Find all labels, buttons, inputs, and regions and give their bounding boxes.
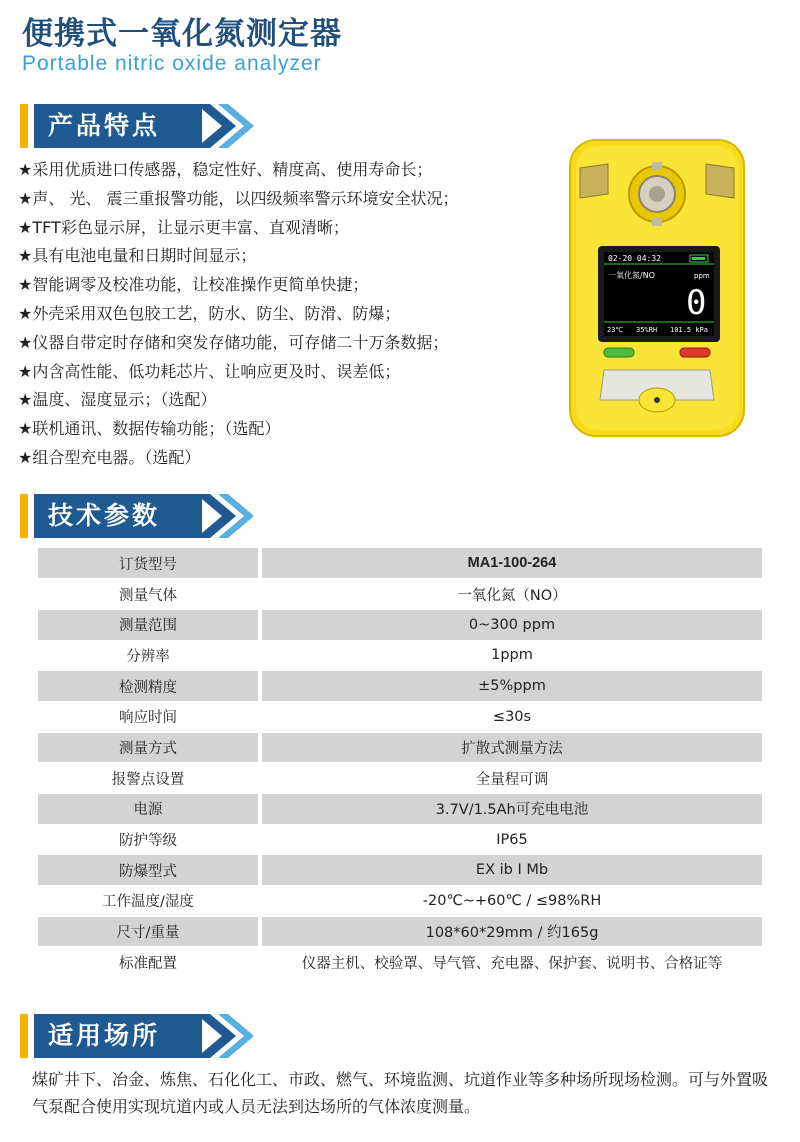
spec-key: 报警点设置 [38,763,260,794]
table-row [38,763,762,794]
feature-item: ★仪器自带定时存储和突发存储功能，可存储二十万条数据； [18,332,449,352]
spec-value: 一氧化氮（NO） [260,579,762,610]
device-temp: 23℃ [607,326,624,334]
feature-item: ★联机通讯、数据传输功能；（选配） [18,419,281,439]
table-row [38,886,762,917]
spec-value: 0~300 ppm [260,609,762,640]
table-row [38,701,762,732]
accent-bar [20,1014,28,1058]
feature-item: ★组合型充电器。（选配） [18,447,201,467]
section-header-specs [20,494,260,538]
spec-key: 电源 [38,794,260,825]
spec-key: 分辨率 [38,640,260,671]
section-header-features [20,104,260,148]
spec-key: 测量方式 [38,732,260,763]
accent-bar [20,494,28,538]
feature-item: ★温度、湿度显示；（选配） [18,390,217,410]
device-unit: ppm [694,272,710,280]
spec-key: 工作温度/湿度 [38,886,260,917]
device-humidity: 35%RH [636,326,658,334]
table-row [38,732,762,763]
spec-value: 扩散式测量方法 [260,732,762,763]
accent-bar [20,104,28,148]
table-row [38,794,762,825]
spec-value: 3.7V/1.5Ah可充电电池 [260,794,762,825]
table-row [38,916,762,947]
table-row [38,640,762,671]
feature-item: ★TFT彩色显示屏，让显示更丰富、直观清晰； [18,217,349,237]
spec-key: 防爆型式 [38,855,260,886]
chevron-stripes-icon [196,494,256,538]
table-row [38,855,762,886]
spec-key: 防护等级 [38,824,260,855]
device-reading: 0 [686,283,707,323]
usage-text: 煤矿井下、冶金、炼焦、石化化工、市政、燃气、环境监测、坑道作业等多种场所现场检测。可与外置吸气泵配合使用实现坑道内或人员无法到达场所的气体浓度测量。 [32,1070,769,1116]
device-gas: 一氧化氮/NO [608,271,655,280]
page-title: 便携式一氧化氮测定器 [22,16,342,52]
section-header-usage [20,1014,260,1058]
chevron-stripes-icon [196,104,256,148]
table-row [38,548,762,579]
feature-list [18,156,558,473]
device-datetime: 02-20 04:32 [608,254,661,263]
table-row [38,824,762,855]
feature-item: ★外壳采用双色包胶工艺，防水、防尘、防滑、防爆； [18,303,401,323]
spec-value: ≤30s [260,701,762,732]
table-row [38,671,762,702]
spec-key: 响应时间 [38,701,260,732]
feature-item: ★具有电池电量和日期时间显示； [18,246,257,266]
spec-value: 仪器主机、校验罩、导气管、充电器、保护套、说明书、合格证等 [260,947,762,978]
section-title-usage: 适用场所 [48,1021,161,1050]
spec-value: MA1-100-264 [260,548,762,579]
chevron-stripes-icon [196,1014,256,1058]
spec-value: 108*60*29mm / 约165g [260,916,762,947]
table-row [38,947,762,978]
feature-item: ★声、 光、 震三重报警功能，以四级频率警示环境安全状况； [18,188,459,208]
spec-value: 1ppm [260,640,762,671]
spec-key: 测量范围 [38,609,260,640]
spec-key: 标准配置 [38,947,260,978]
spec-key: 检测精度 [38,671,260,702]
device-pressure: 101.5 kPa [670,326,708,334]
spec-key: 订货型号 [38,548,260,579]
feature-item: ★智能调零及校准功能，让校准操作更简单快捷； [18,275,369,295]
spec-key: 尺寸/重量 [38,916,260,947]
spec-key: 测量气体 [38,579,260,610]
table-row [38,579,762,610]
spec-table [38,548,762,978]
section-title-features: 产品特点 [48,111,161,140]
feature-item: ★采用优质进口传感器，稳定性好、精度高、使用寿命长； [18,160,433,179]
spec-value: ±5%ppm [260,671,762,702]
spec-value: 全量程可调 [260,763,762,794]
device-image [568,138,746,438]
spec-value: EX ib Ⅰ Mb [260,855,762,886]
spec-value: -20℃~+60℃ / ≤98%RH [260,886,762,917]
feature-item: ★内含高性能、低功耗芯片、让响应更及时、误差低； [18,361,401,381]
section-title-specs: 技术参数 [48,501,161,530]
page-subtitle: Portable nitric oxide analyzer [22,52,322,75]
table-row [38,609,762,640]
spec-value: IP65 [260,824,762,855]
